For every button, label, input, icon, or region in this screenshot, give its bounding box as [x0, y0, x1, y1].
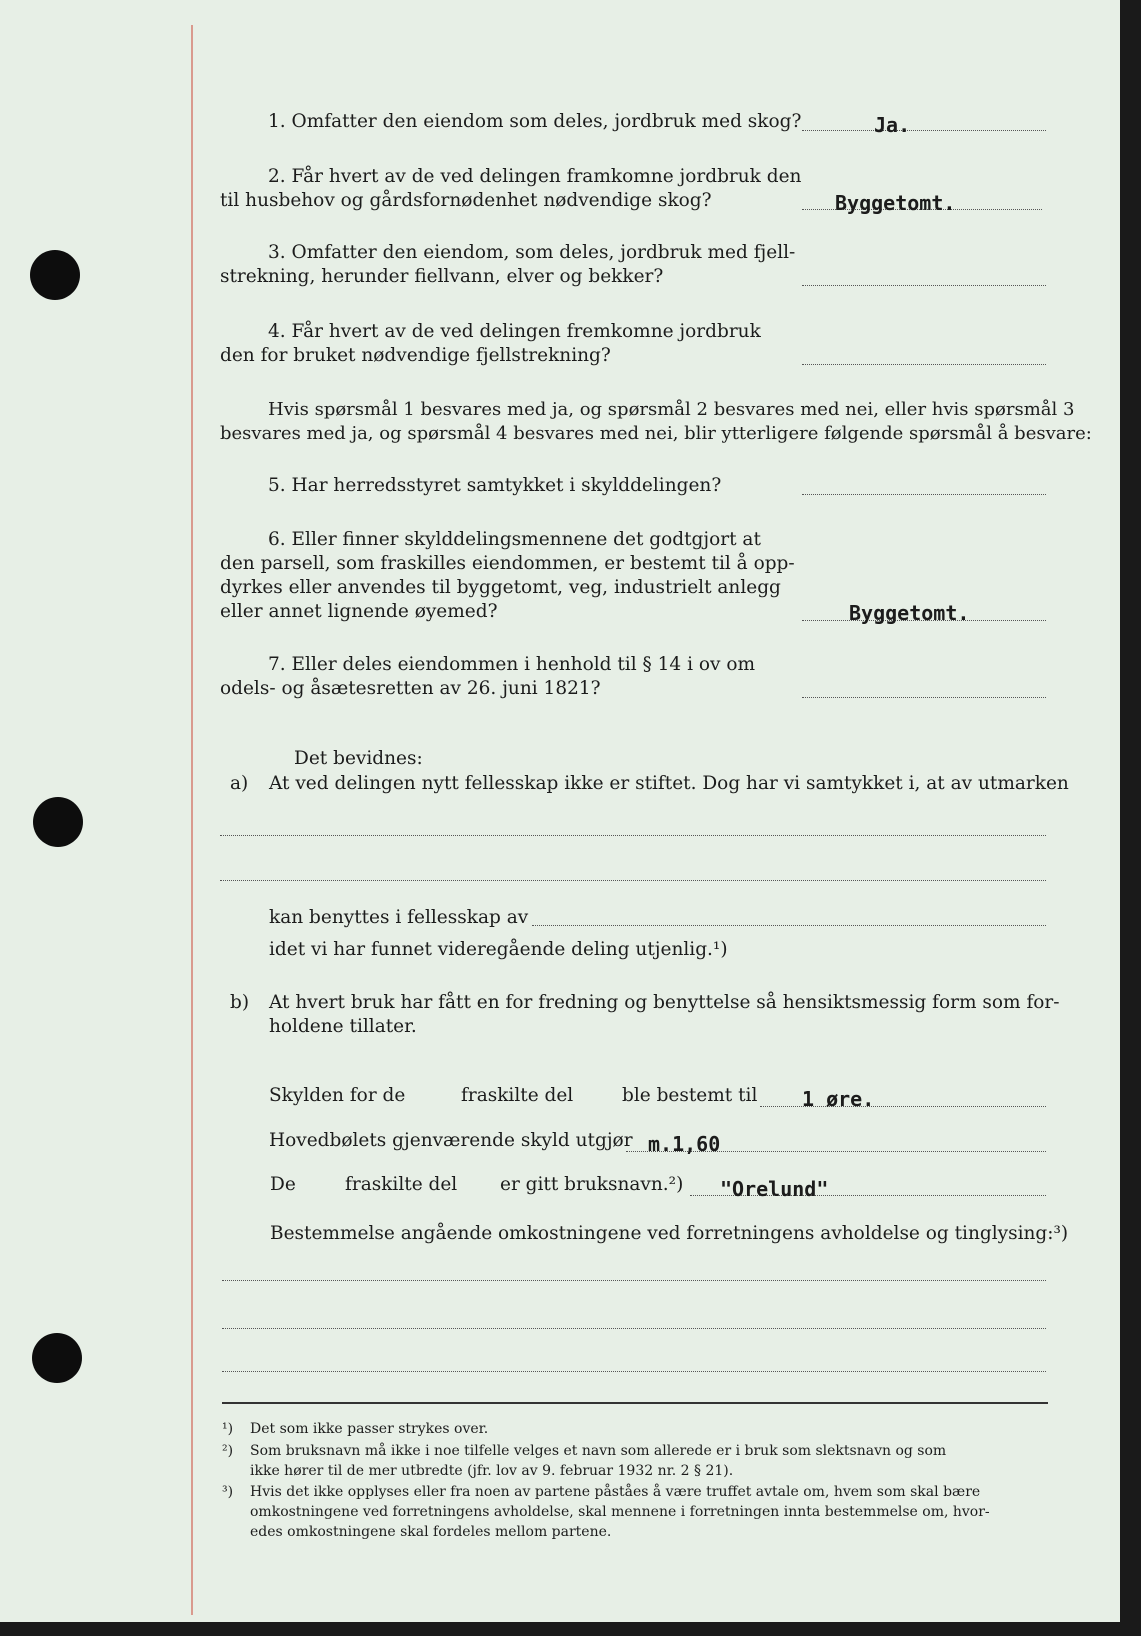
remaining-skyld-value: m.1,60	[648, 1132, 721, 1156]
item-b-line-2: holdene tillater.	[269, 1016, 417, 1037]
question-2-line-1: 2. Får hvert av de ved delingen framkomne jordbruk den	[268, 166, 802, 187]
question-7-line-2: odels- og åsætesretten av 26. juni 1821?	[220, 678, 601, 699]
question-1: 1. Omfatter den eiendom som deles, jordbruk med skog?	[268, 111, 802, 132]
blank-line	[222, 1280, 1046, 1281]
answer-line	[802, 494, 1046, 495]
blank-line	[532, 925, 1046, 926]
footnote-3-line-2: omkostningene ved forretningens avholdelse, skal mennene i forretningen innta bestemmelse om, hvor-	[250, 1504, 990, 1520]
remaining-skyld-text: Hovedbølets gjenværende skyld utgjør	[269, 1130, 633, 1151]
footnote-3-line-3: edes omkostningene skal fordeles mellom partene.	[250, 1524, 612, 1540]
shared-use-text: kan benyttes i fellesskap av	[269, 907, 529, 928]
footnote-mark: ¹)	[222, 1421, 234, 1437]
blank-line	[222, 1371, 1046, 1372]
question-6-line-4: eller annet lignende øyemed?	[220, 601, 498, 622]
question-6-line-3: dyrkes eller anvendes til byggetomt, veg, industrielt anlegg	[220, 577, 781, 598]
bruksnavn-text: De	[270, 1174, 296, 1195]
question-4-line-2: den for bruket nødvendige fjellstrekning?	[220, 345, 611, 366]
answer-q6: Byggetomt.	[849, 601, 970, 625]
bruksnavn-text: er gitt bruksnavn.²)	[500, 1174, 684, 1195]
punch-hole	[33, 797, 83, 847]
question-6-line-1: 6. Eller finner skylddelingsmennene det godtgjort at	[268, 529, 761, 550]
item-a-text: At ved delingen nytt fellesskap ikke er stiftet. Dog har vi samtykket i, at av utmarken	[269, 773, 1069, 794]
question-6-line-2: den parsell, som fraskilles eiendommen, er bestemt til å opp-	[220, 553, 795, 574]
blank-line	[222, 1328, 1046, 1329]
footnote-mark: ²)	[222, 1443, 234, 1459]
further-division-text: idet vi har funnet videregående deling utjenlig.¹)	[269, 939, 728, 960]
question-4-line-1: 4. Får hvert av de ved delingen fremkomne jordbruk	[268, 321, 761, 342]
item-a-label: a)	[230, 773, 249, 794]
footnote-mark: ³)	[222, 1484, 234, 1500]
footnote-2-line-2: ikke hører til de mer utbredte (jfr. lov av 9. februar 1932 nr. 2 § 21).	[250, 1463, 734, 1479]
question-7-line-1: 7. Eller deles eiendommen i henhold til § 14 i ov om	[268, 654, 756, 675]
bruksnavn-value: "Orelund"	[720, 1177, 829, 1201]
costs-text: Bestemmelse angående omkostningene ved forretningens avholdelse og tinglysing:³)	[270, 1223, 1069, 1244]
question-2-line-2: til husbehov og gårdsfornødenhet nødvendige skog?	[220, 190, 712, 211]
punch-hole	[32, 1333, 82, 1383]
certify-heading: Det bevidnes:	[294, 748, 423, 769]
skyld-text: fraskilte del	[461, 1085, 574, 1106]
footnote-2-line-1: Som bruksnavn må ikke i noe tilfelle velges et navn som allerede er i bruk som slektsnavn og som	[250, 1443, 947, 1459]
punch-hole	[30, 250, 80, 300]
blank-line	[220, 880, 1046, 881]
bruksnavn-text: fraskilte del	[345, 1174, 458, 1195]
footnote-3-line-1: Hvis det ikke opplyses eller fra noen av partene påståes å være truffet avtale om, hvem som skal bære	[250, 1484, 981, 1500]
conditional-intro-line-2: besvares med ja, og spørsmål 4 besvares med nei, blir ytterligere følgende spørsmål å besvare:	[220, 423, 1092, 444]
footnote-divider	[222, 1402, 1048, 1404]
answer-line	[802, 364, 1046, 365]
red-margin-line	[191, 25, 193, 1615]
item-b-line-1: At hvert bruk har fått en for fredning og benyttelse så hensiktsmessig form som for-	[269, 992, 1060, 1013]
answer-line	[802, 130, 1046, 131]
question-3-line-1: 3. Omfatter den eiendom, som deles, jordbruk med fjell-	[268, 242, 796, 263]
skyld-text: ble bestemt til	[622, 1085, 758, 1106]
answer-line	[802, 285, 1046, 286]
conditional-intro-line-1: Hvis spørsmål 1 besvares med ja, og spørsmål 2 besvares med nei, eller hvis spørsmål 3	[268, 399, 1075, 420]
answer-line	[802, 697, 1046, 698]
skyld-value: 1 øre.	[802, 1087, 875, 1111]
answer-q1: Ja.	[874, 113, 911, 137]
footnote-1: Det som ikke passer strykes over.	[250, 1421, 489, 1437]
blank-line	[220, 835, 1046, 836]
question-5: 5. Har herredsstyret samtykket i skylddelingen?	[268, 475, 722, 496]
skyld-text: Skylden for de	[269, 1085, 406, 1106]
item-b-label: b)	[230, 992, 250, 1013]
question-3-line-2: strekning, herunder fiellvann, elver og bekker?	[220, 266, 664, 287]
answer-q2: Byggetomt.	[835, 191, 956, 215]
